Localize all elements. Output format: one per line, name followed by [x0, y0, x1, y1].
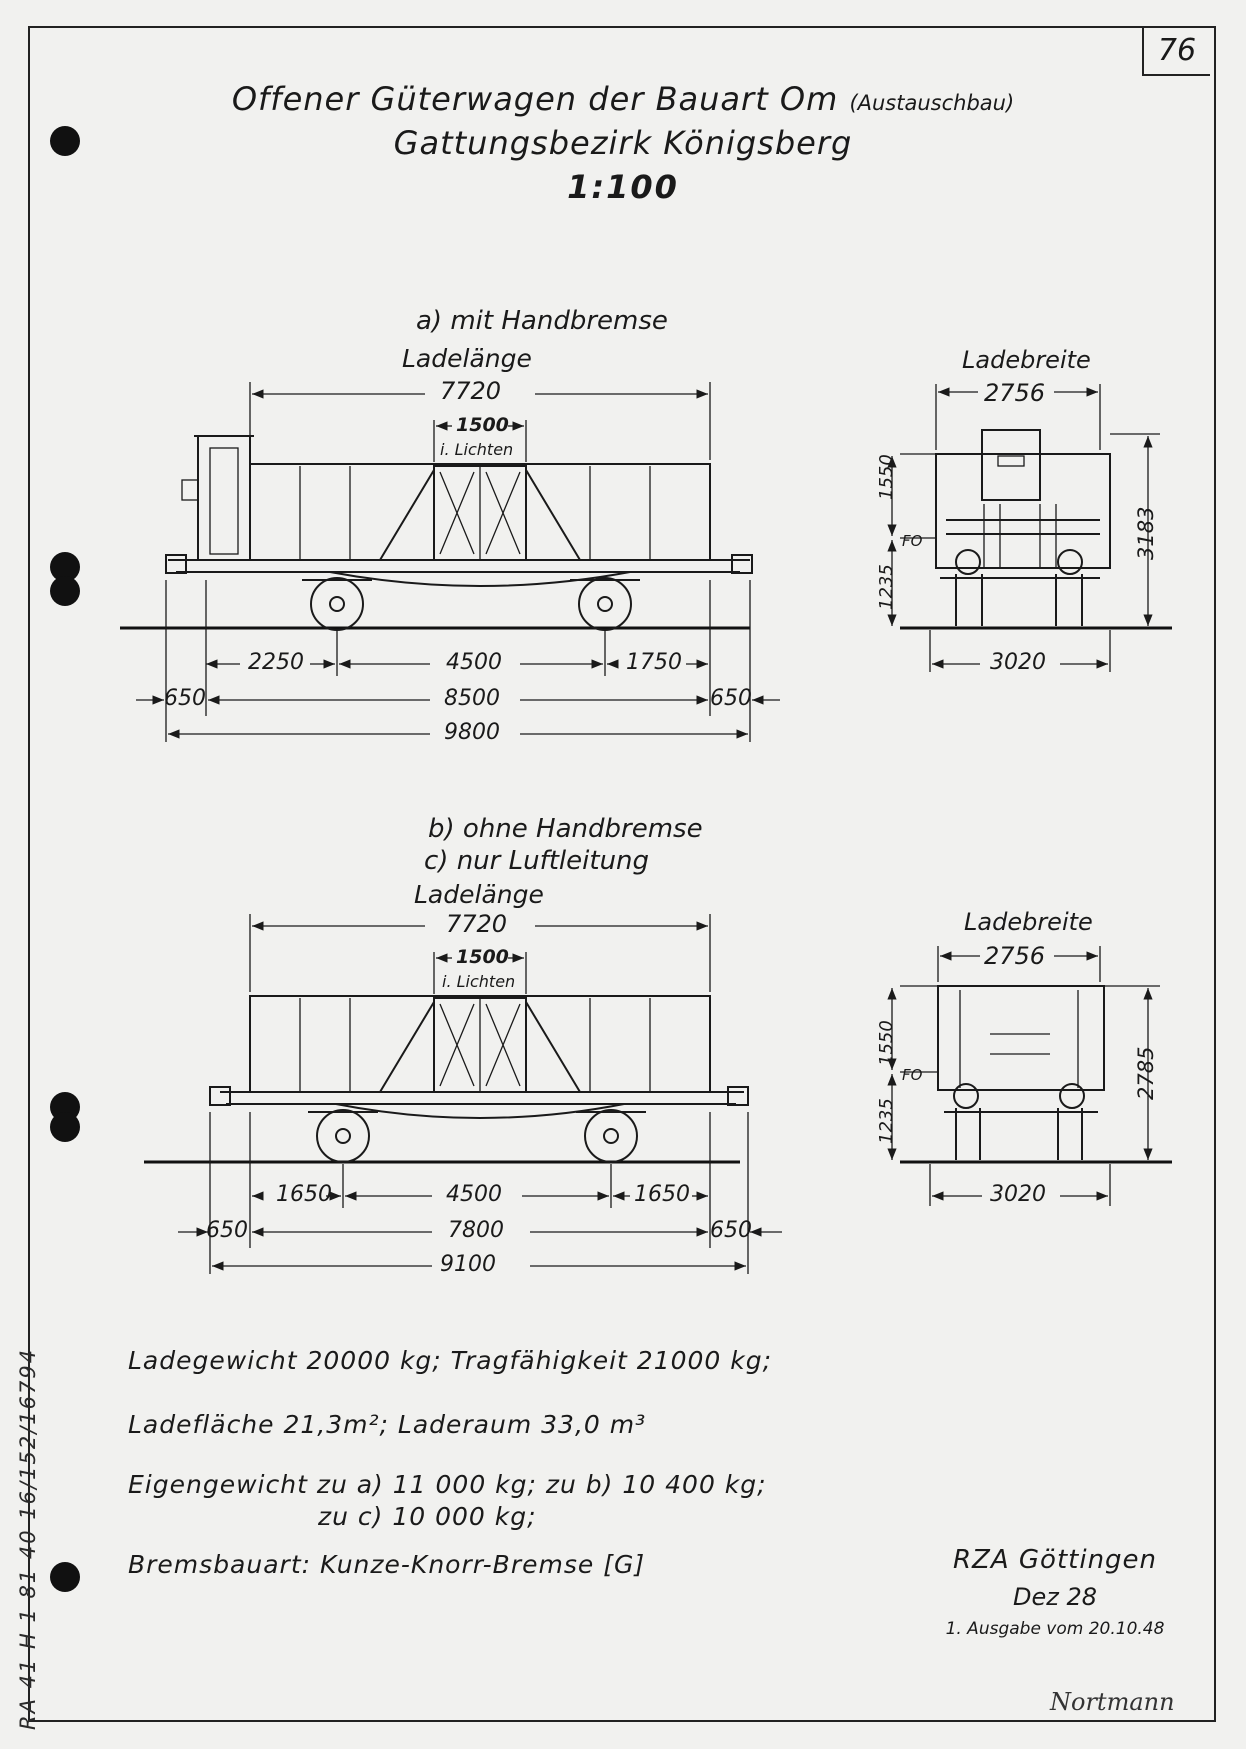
- height-upper-b: 1550: [876, 1020, 897, 1066]
- signature: Nortmann: [1050, 1688, 1175, 1716]
- dim-left-a: 2250: [248, 650, 304, 675]
- base-width-b: 3020: [990, 1182, 1046, 1207]
- end-view-b: [892, 946, 1172, 1206]
- dim-wheelbase-b: 4500: [446, 1182, 502, 1207]
- overhang-left-a: 650: [164, 686, 206, 711]
- wheel: [585, 1110, 637, 1162]
- door-width-b: 1500: [456, 946, 509, 968]
- caption-b: b) ohne Handbremse: [428, 814, 703, 844]
- brake-hut: [198, 436, 250, 560]
- title-main: Offener Güterwagen der Bauart Om: [231, 80, 839, 118]
- margin-note: RA 41 H 1 81 40 16/152/16794: [16, 1347, 40, 1730]
- office-edition: 1. Ausgabe vom 20.10.48: [945, 1619, 1165, 1639]
- ladelaenge-label-a: Ladelänge: [402, 344, 532, 373]
- spec-weights: Ladegewicht 20000 kg; Tragfähigkeit 21000 kg;: [128, 1346, 773, 1375]
- ladelaenge-label-b: Ladelänge: [414, 880, 544, 909]
- wheel: [317, 1110, 369, 1162]
- issuing-office: [920, 1545, 1190, 1639]
- end-view-a: [892, 384, 1172, 672]
- base-width-a: 3020: [990, 650, 1046, 675]
- wheel: [1060, 1084, 1084, 1108]
- title-line-2: Gattungsbezirk Königsberg: [393, 124, 853, 162]
- spec-tare-weight-c: zu c) 10 000 kg;: [318, 1502, 537, 1531]
- total-height-b: 2785: [1134, 1046, 1158, 1100]
- ladelaenge-value-a: 7720: [440, 377, 502, 405]
- ladelaenge-value-b: 7720: [446, 910, 508, 938]
- spec-tare-weight: Eigengewicht zu a) 11 000 kg; zu b) 10 400 kg;: [128, 1470, 767, 1499]
- frame-length-a: 8500: [444, 686, 500, 711]
- ladebreite-label-b: Ladebreite: [964, 908, 1093, 936]
- frame-length-b: 7800: [448, 1218, 504, 1243]
- title-scale: 1:100: [567, 168, 679, 206]
- wheel: [956, 550, 980, 574]
- title-suffix: (Austauschbau): [849, 91, 1015, 115]
- wheel: [1058, 550, 1082, 574]
- dim-right-a: 1750: [626, 650, 682, 675]
- page-number: 76: [1142, 28, 1210, 76]
- height-lower-b: 1235: [876, 1098, 897, 1144]
- total-height-a: 3183: [1134, 506, 1158, 560]
- wheel: [311, 578, 363, 630]
- ladebreite-label-a: Ladebreite: [962, 346, 1091, 374]
- total-length-b: 9100: [440, 1252, 496, 1277]
- spec-brake: Bremsbauart: Kunze-Knorr-Bremse [G]: [128, 1550, 646, 1579]
- door-note-b: i. Lichten: [442, 972, 516, 991]
- overhang-right-a: 650: [710, 686, 752, 711]
- height-upper-a: 1550: [876, 454, 897, 500]
- total-length-a: 9800: [444, 720, 500, 745]
- caption-a: a) mit Handbremse: [416, 306, 668, 336]
- wheel: [579, 578, 631, 630]
- end-wall: [938, 986, 1104, 1090]
- overhang-right-b: 650: [710, 1218, 752, 1243]
- door-width-a: 1500: [456, 414, 509, 436]
- fo-label-a: FO: [902, 532, 923, 550]
- ladebreite-value-b: 2756: [984, 942, 1046, 970]
- door-note-a: i. Lichten: [440, 440, 514, 459]
- spec-area: Ladefläche 21,3m²; Laderaum 33,0 m³: [128, 1410, 647, 1439]
- fo-label-b: FO: [902, 1066, 923, 1084]
- dim-right-b: 1650: [634, 1182, 690, 1207]
- caption-c: c) nur Luftleitung: [424, 846, 650, 876]
- ladebreite-value-a: 2756: [984, 379, 1046, 407]
- wheel: [954, 1084, 978, 1108]
- office-name: RZA Göttingen: [952, 1545, 1158, 1575]
- dim-wheelbase-a: 4500: [446, 650, 502, 675]
- office-date: Dez 28: [1012, 1583, 1097, 1611]
- overhang-left-b: 650: [206, 1218, 248, 1243]
- dim-left-b: 1650: [276, 1182, 332, 1207]
- height-lower-a: 1235: [876, 564, 897, 610]
